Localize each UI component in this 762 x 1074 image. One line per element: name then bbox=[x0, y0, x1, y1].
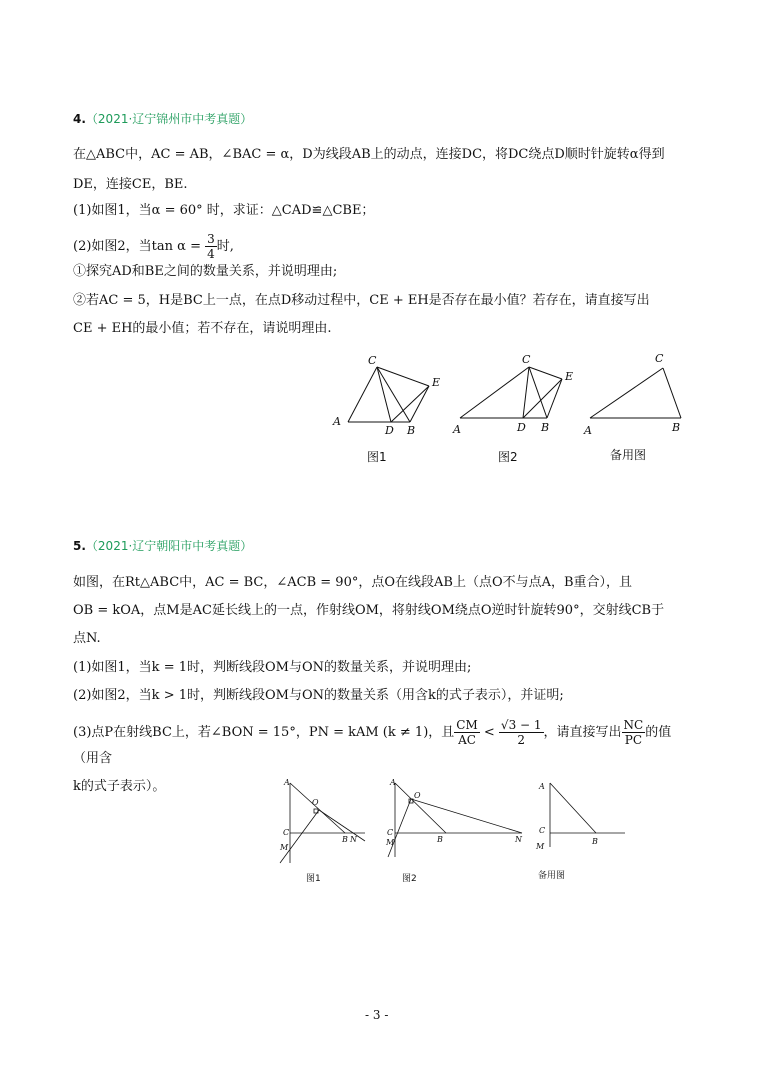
pc-denominator: PC bbox=[624, 733, 643, 747]
page-number: - 3 - bbox=[365, 1008, 389, 1022]
q4-figure-spare bbox=[590, 368, 681, 418]
q5-figure-2 bbox=[388, 783, 522, 857]
question-number: 4. bbox=[73, 112, 86, 126]
svg-text:A: A bbox=[539, 782, 545, 791]
svg-text:M: M bbox=[386, 838, 395, 847]
svg-text:B: B bbox=[672, 421, 681, 434]
q4-caption-2: 图2 bbox=[498, 450, 518, 464]
q4-figure-2 bbox=[460, 367, 562, 418]
svg-text:O: O bbox=[312, 798, 319, 807]
svg-text:E: E bbox=[565, 370, 574, 383]
svg-text:D: D bbox=[517, 421, 526, 434]
cm-ac-fraction bbox=[454, 718, 479, 747]
q4-figures bbox=[325, 348, 705, 443]
svg-text:A: A bbox=[284, 778, 290, 787]
q5-line-2: OB = kOA，点M是AC延长线上的一点，作射线OM，将射线OM绕点O逆时针旋转90°，交射线CB于 bbox=[73, 603, 665, 618]
svg-text:A: A bbox=[453, 423, 461, 436]
svg-text:C: C bbox=[539, 826, 546, 835]
sqrt-numerator: √3 − 1 bbox=[500, 718, 542, 732]
q5-line-6-text: (3)点P在射线BC上，若∠BON = 15°，PN = kAM (k ≠ 1)，且 bbox=[73, 725, 455, 740]
svg-text:C: C bbox=[387, 828, 394, 837]
svg-text:B: B bbox=[541, 421, 550, 434]
cm-numerator: CM bbox=[456, 718, 478, 732]
q5-caption-spare: 备用图 bbox=[538, 871, 566, 881]
q5-line-6 bbox=[73, 718, 671, 747]
svg-text:C: C bbox=[283, 828, 290, 837]
sqrt-fraction bbox=[499, 718, 544, 747]
svg-text:N: N bbox=[515, 835, 522, 844]
svg-text:M: M bbox=[280, 843, 289, 852]
svg-text:O: O bbox=[414, 791, 421, 800]
svg-text:E: E bbox=[432, 376, 441, 389]
tan-denominator: 4 bbox=[207, 247, 215, 261]
question-source: （2021·辽宁朝阳市中考真题） bbox=[85, 539, 253, 553]
svg-text:B: B bbox=[592, 837, 598, 846]
q5-line-6-tail: ，请直接写出 bbox=[543, 725, 622, 740]
svg-text:A: A bbox=[333, 415, 341, 428]
question-4-header bbox=[73, 110, 252, 127]
q5-line-4: (1)如图1，当k = 1时，判断线段OM与ON的数量关系，并说明理由; bbox=[73, 660, 472, 675]
q4-line-2: DE，连接CE，BE. bbox=[73, 177, 188, 192]
question-number: 5. bbox=[73, 539, 86, 553]
svg-text:C: C bbox=[368, 354, 377, 367]
svg-text:M: M bbox=[536, 842, 545, 851]
q5-figure-1 bbox=[280, 783, 365, 863]
q5-line-5: (2)如图2，当k > 1时，判断线段OM与ON的数量关系（用含k的式子表示），并证明; bbox=[73, 688, 564, 703]
q4-figure-1 bbox=[348, 367, 429, 422]
svg-text:B: B bbox=[437, 835, 443, 844]
question-source: （2021·辽宁锦州市中考真题） bbox=[85, 112, 253, 126]
q4-line-7: CE + EH的最小值；若不存在，请说明理由. bbox=[73, 321, 332, 336]
q5-line-8: k的式子表示）。 bbox=[73, 779, 166, 794]
q4-line-5: ①探究AD和BE之间的数量关系，并说明理由; bbox=[73, 264, 338, 279]
q4-line-3: (1)如图1，当α = 60° 时，求证：△CAD≌△CBE； bbox=[73, 203, 375, 218]
nc-pc-fraction bbox=[622, 718, 646, 747]
tan-numerator: 3 bbox=[207, 232, 215, 246]
svg-text:A: A bbox=[390, 778, 396, 787]
nc-numerator: NC bbox=[623, 718, 644, 732]
q5-figures bbox=[270, 775, 630, 870]
svg-text:D: D bbox=[385, 424, 394, 437]
q5-line-7: （用含 bbox=[73, 751, 113, 766]
svg-text:A: A bbox=[584, 424, 592, 437]
q5-line-1: 如图，在Rt△ABC中，AC = BC，∠ACB = 90°，点O在线段AB上（点O不与点A，B重合），且 bbox=[73, 575, 633, 590]
question-5-header bbox=[73, 537, 252, 554]
svg-text:C: C bbox=[655, 352, 664, 365]
sqrt-denominator: 2 bbox=[517, 733, 526, 747]
q4-caption-spare: 备用图 bbox=[610, 448, 647, 462]
q4-line-6: ②若AC = 5，H是BC上一点，在点D移动过程中，CE + EH是否存在最小值？若存在，请直接写出 bbox=[73, 293, 650, 308]
q4-caption-1: 图1 bbox=[367, 450, 387, 464]
q5-caption-1: 图1 bbox=[306, 874, 321, 884]
q4-line-4 bbox=[73, 232, 234, 261]
q5-line-3: 点N. bbox=[73, 631, 101, 646]
q4-line-1: 在△ABC中，AC = AB，∠BAC = α，D为线段AB上的动点，连接DC，将DC绕点D顺时针旋转α得到 bbox=[73, 147, 665, 162]
q4-line-4-suffix: 时, bbox=[216, 239, 234, 254]
tan-fraction bbox=[205, 232, 217, 261]
svg-text:N: N bbox=[350, 835, 357, 844]
ac-denominator: AC bbox=[458, 733, 476, 747]
svg-text:B: B bbox=[407, 424, 416, 437]
less-than: < bbox=[483, 725, 495, 740]
svg-text:C: C bbox=[522, 353, 531, 366]
q5-figure-spare bbox=[550, 783, 625, 847]
svg-text:B: B bbox=[342, 835, 348, 844]
q5-line-6-tail2: 的值 bbox=[645, 725, 672, 740]
q4-line-4-text: (2)如图2，当tan α = bbox=[73, 239, 206, 254]
q5-caption-2: 图2 bbox=[402, 874, 417, 884]
